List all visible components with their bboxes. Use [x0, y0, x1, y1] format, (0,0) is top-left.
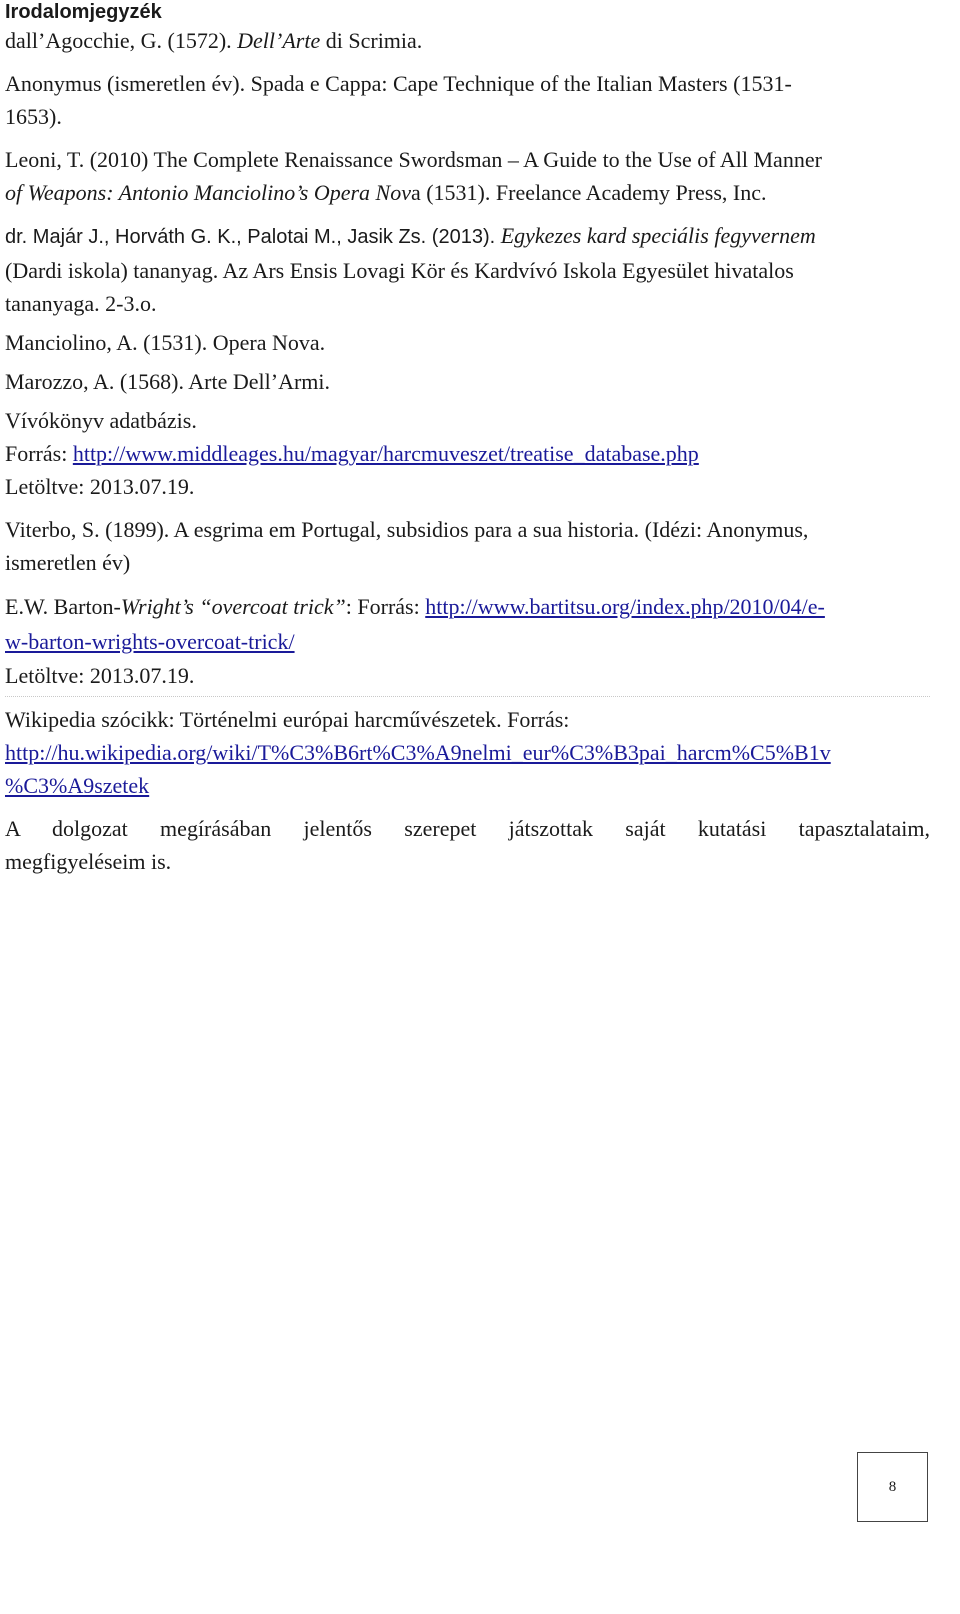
ref-marozzo: Marozzo, A. (1568). Arte Dell’Armi.: [5, 369, 331, 394]
closing-note: A dolgozat megírásában jelentős szerepet játszottak saját kutatási tapasztalataim, megfigyeléseim is.: [5, 816, 930, 874]
page-number-box: [857, 1452, 928, 1522]
middleages-link[interactable]: http://www.middleages.hu/magyar/harcmuveszet/treatise_database.php: [72, 441, 699, 466]
ref-manciolino: Manciolino, A. (1531). Opera Nova.: [5, 330, 326, 355]
bibliography-heading: Irodalomjegyzék: [5, 1, 162, 23]
page-number: 8: [888, 1478, 897, 1495]
ref-wikipedia: Wikipedia szócikk: Történelmi európai harcművészetek. Forrás: http://hu.wikipedia.org/wiki/T%C3%B6rt%C3%A9nelmi_eur%C3%B3pai_harcm%C5%B1v %C3%A9szetek: [5, 707, 831, 798]
bibliography-page: [5, 0, 930, 878]
bartitsu-link[interactable]: http://www.bartitsu.org/index.php/2010/04/e-: [425, 594, 825, 619]
ref-dallagocchie: dall’Agocchie, G. (1572). Dell’Arte di Scrimia.: [5, 28, 423, 53]
ref-leoni: Leoni, T. (2010) The Complete Renaissance Swordsman – A Guide to the Use of All Manner of Weapons: Antonio Manciolino’s Opera Nova (1531). Freelance Academy Press, Inc.: [5, 147, 822, 205]
ref-anonymus: Anonymus (ismeretlen év). Spada e Cappa: Cape Technique of the Italian Masters (1531- 1653).: [5, 71, 792, 129]
wikipedia-link-continued[interactable]: %C3%A9szetek: [5, 773, 150, 798]
wikipedia-link[interactable]: http://hu.wikipedia.org/wiki/T%C3%B6rt%C3%A9nelmi_eur%C3%B3pai_harcm%C5%B1v: [5, 740, 831, 765]
ref-majar: dr. Majár J., Horváth G. K., Palotai M., Jasik Zs. (2013). Egykezes kard speciális fegyvernem (Dardi iskola) tananyag. Az Ars Ensis Lovagi Kör és Kardvívó Iskola Egyesület hivatalos tananyaga. 2-3.o.: [5, 223, 816, 316]
ref-viterbo: Viterbo, S. (1899). A esgrima em Portugal, subsidios para a sua historia. (Idézi: Anonymus, ismeretlen év): [5, 517, 809, 575]
dotted-divider: [5, 696, 930, 697]
ref-vivokonyv: Vívókönyv adatbázis. Forrás: http://www.middleages.hu/magyar/harcmuveszet/treatise_database.php Letöltve: 2013.07.19.: [5, 408, 699, 499]
bartitsu-link-continued[interactable]: w-barton-wrights-overcoat-trick/: [5, 629, 295, 654]
ref-barton-wright: E.W. Barton-Wright’s “overcoat trick”: Forrás: http://www.bartitsu.org/index.php/2010/04/e- w-barton-wrights-overcoat-trick/ Letöltve: 2013.07.19.: [5, 594, 825, 688]
